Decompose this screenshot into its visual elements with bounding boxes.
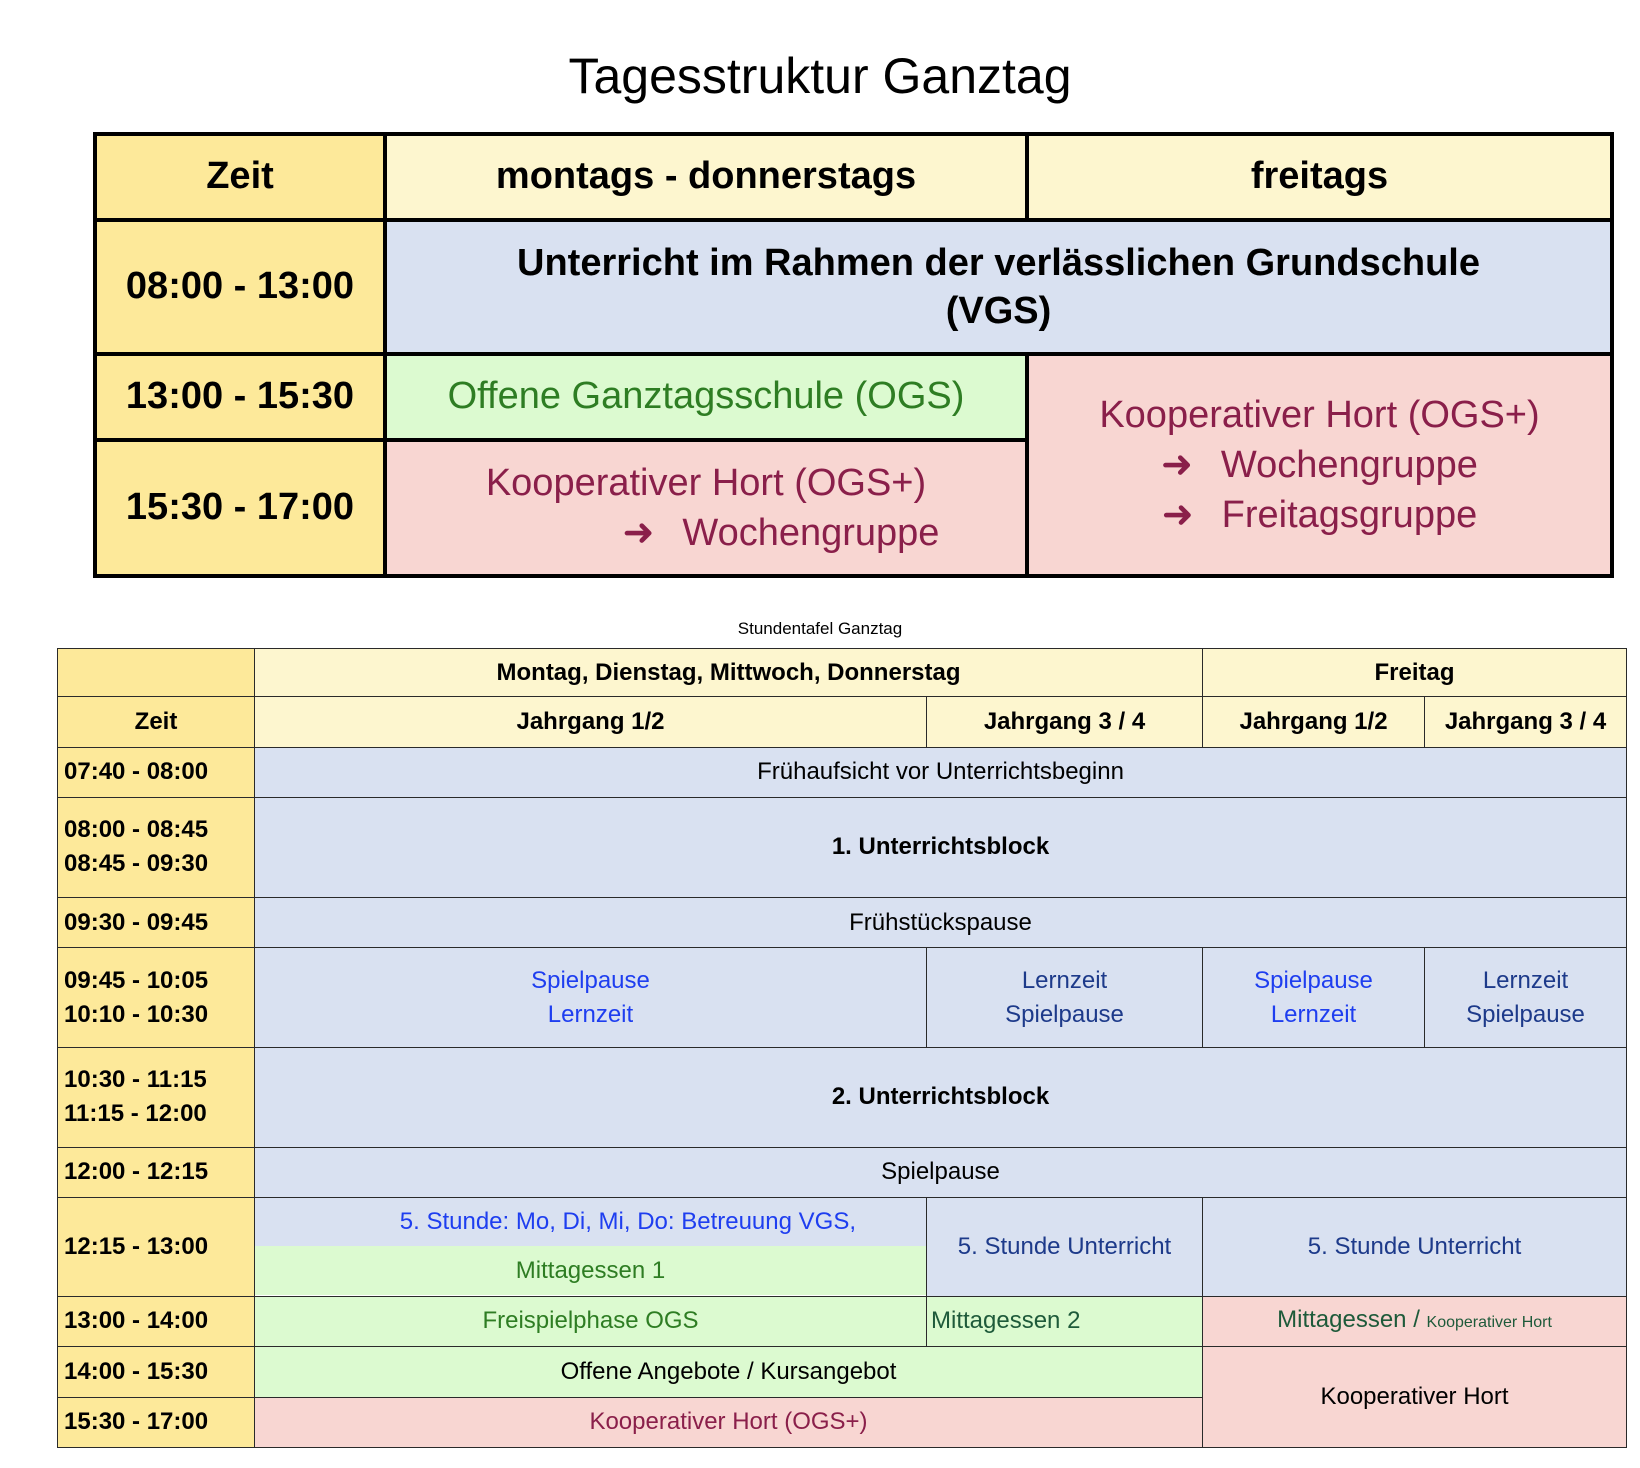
schedule-cell: Offene Angebote / Kursangebot bbox=[255, 1347, 1203, 1397]
schedule-cell: Kooperativer Hort (OGS+) bbox=[255, 1397, 1203, 1447]
schedule-time: 08:00 - 08:45 08:45 - 09:30 bbox=[58, 798, 255, 898]
schedule-time: 15:30 - 17:00 bbox=[58, 1397, 255, 1447]
arrow-right-icon: ➜ bbox=[622, 511, 655, 554]
schedule-cell: Mittagessen 2 bbox=[927, 1296, 1203, 1346]
schedule-cell: Frühaufsicht vor Unterrichtsbeginn bbox=[255, 747, 1627, 797]
schedule-time: 09:45 - 10:05 10:10 - 10:30 bbox=[58, 948, 255, 1048]
overview-time-1: 08:00 - 13:00 bbox=[95, 220, 385, 354]
schedule-corner bbox=[58, 649, 255, 697]
schedule-cell-bottom: Mittagessen 1 bbox=[255, 1246, 926, 1295]
overview-time-2: 13:00 - 15:30 bbox=[95, 354, 385, 440]
schedule-title: Stundentafel Ganztag bbox=[737, 619, 903, 638]
overview-hort-group: ➜ Wochengruppe bbox=[387, 508, 1025, 558]
schedule-time: 09:30 - 09:45 bbox=[58, 897, 255, 947]
overview-time-3: 15:30 - 17:00 bbox=[95, 440, 385, 576]
schedule-time: 12:15 - 13:00 bbox=[58, 1198, 255, 1297]
schedule-cell: Kooperativer Hort bbox=[1203, 1347, 1627, 1448]
schedule-cell: 2. Unterrichtsblock bbox=[255, 1047, 1627, 1147]
schedule-cell: Freispielphase OGS bbox=[255, 1296, 927, 1346]
schedule-cell: Lernzeit Spielpause bbox=[927, 948, 1203, 1048]
schedule-header-fr-jg12: Jahrgang 1/2 bbox=[1203, 697, 1425, 747]
schedule-header-fr-jg34: Jahrgang 3 / 4 bbox=[1425, 697, 1627, 747]
overview-table bbox=[93, 132, 1614, 578]
schedule-time: 12:00 - 12:15 bbox=[58, 1147, 255, 1197]
schedule-header-jg34: Jahrgang 3 / 4 bbox=[927, 697, 1203, 747]
schedule-cell: Frühstückspause bbox=[255, 897, 1627, 947]
overview-hort-cell bbox=[385, 440, 1027, 576]
schedule-cell: 5. Stunde Unterricht bbox=[1203, 1198, 1627, 1297]
schedule-time: 07:40 - 08:00 bbox=[58, 747, 255, 797]
overview-fr-group2: ➜ Freitagsgruppe bbox=[1029, 490, 1610, 540]
schedule-cell: 1. Unterrichtsblock bbox=[255, 798, 1627, 898]
schedule-header-mo-do: Montag, Dienstag, Mittwoch, Donnerstag bbox=[255, 649, 1203, 697]
overview-fr-hort-title: Kooperativer Hort (OGS+) bbox=[1099, 393, 1540, 436]
schedule-time: 13:00 - 14:00 bbox=[58, 1296, 255, 1346]
page-title: Tagesstruktur Ganztag bbox=[568, 48, 1072, 104]
arrow-right-icon: ➜ bbox=[1161, 493, 1194, 536]
overview-vgs-line2: (VGS) bbox=[945, 289, 1052, 332]
overview-fr-group1: ➜ Wochengruppe bbox=[1029, 440, 1610, 490]
overview-header-mo-do: montags - donnerstags bbox=[385, 134, 1027, 220]
overview-vgs-cell bbox=[385, 220, 1612, 354]
schedule-cell: Spielpause bbox=[255, 1147, 1627, 1197]
schedule-header-fr: Freitag bbox=[1203, 649, 1627, 697]
overview-fr-hort-cell bbox=[1027, 354, 1612, 576]
schedule-cell: Mittagessen / Kooperativer Hort bbox=[1203, 1296, 1627, 1346]
schedule-header-zeit: Zeit bbox=[58, 697, 255, 747]
arrow-right-icon: ➜ bbox=[1161, 443, 1193, 486]
overview-vgs-line1: Unterricht im Rahmen der verlässlichen Grundschule bbox=[517, 241, 1480, 284]
schedule-cell-top: 5. Stunde: Mo, Di, Mi, Do: Betreuung VGS, bbox=[255, 1198, 926, 1246]
schedule-time: 10:30 - 11:15 11:15 - 12:00 bbox=[58, 1047, 255, 1147]
schedule-cell: Spielpause Lernzeit bbox=[1203, 948, 1425, 1048]
schedule-time: 14:00 - 15:30 bbox=[58, 1347, 255, 1397]
schedule-cell: Lernzeit Spielpause bbox=[1425, 948, 1627, 1048]
overview-hort-title: Kooperativer Hort (OGS+) bbox=[485, 461, 927, 504]
overview-header-zeit: Zeit bbox=[95, 134, 385, 220]
schedule-header-jg12: Jahrgang 1/2 bbox=[255, 697, 927, 747]
schedule-table bbox=[57, 648, 1627, 1448]
schedule-cell bbox=[255, 1198, 927, 1297]
schedule-cell: 5. Stunde Unterricht bbox=[927, 1198, 1203, 1297]
overview-ogs-cell: Offene Ganztagsschule (OGS) bbox=[385, 354, 1027, 440]
schedule-cell: Spielpause Lernzeit bbox=[255, 948, 927, 1048]
overview-header-fr: freitags bbox=[1027, 134, 1612, 220]
